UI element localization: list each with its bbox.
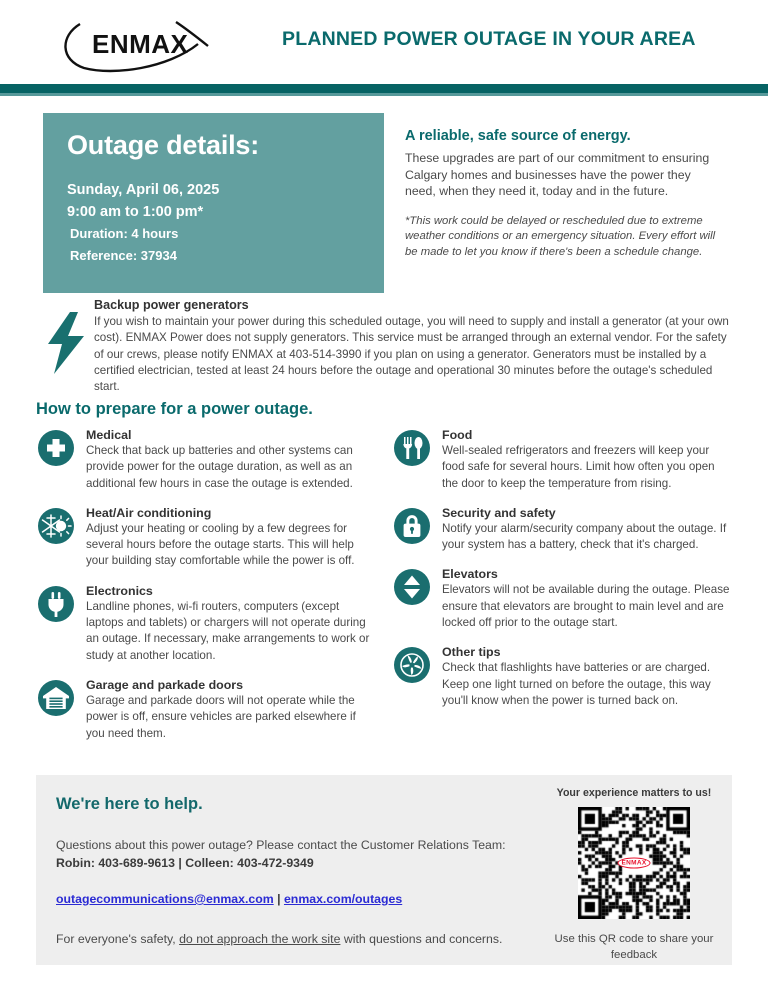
footer-question-line: Questions about this power outage? Please contact the Customer Relations Team: <box>56 838 506 852</box>
tip-title: Medical <box>86 428 132 442</box>
tip-item <box>36 506 376 570</box>
elevator-arrows-icon <box>394 569 430 605</box>
power-plug-icon <box>38 586 74 622</box>
tip-item <box>392 506 732 554</box>
tip-title: Security and safety <box>442 505 556 520</box>
prepare-heading: How to prepare for a power outage. <box>36 400 313 418</box>
generators-body: If you wish to maintain your power during this scheduled outage, you will need to supply and install a generator (at your own cost). ENMAX Power does not supply generators. This service must be arranged through an external vendor. For the safety of our crews, please notify ENMAX at 403-514-3990 if you plan on using a generator. Generators must be installed by a certified electrician, tested at least 24 hours before the outage and operational 30 minutes before the outage's scheduled start. <box>94 315 729 394</box>
svg-text:ENMAX: ENMAX <box>92 29 189 59</box>
tip-body-text: Check that flashlights have batteries or are charged. Keep one light turned on before the outage, this way you'll know when the power is turned back on. <box>442 661 711 707</box>
qr-caption: Use this QR code to share your feedback <box>554 933 714 961</box>
tip-title: Elevators <box>442 567 498 582</box>
header-rule-dark <box>0 84 768 93</box>
tip-body-text: Adjust your heating or cooling by a few degrees for several hours before the outage starts. This will help your building stay comfortable while the power is off. <box>86 521 355 568</box>
tip-item <box>36 428 376 492</box>
tips-column-right <box>392 428 732 723</box>
lightning-bolt-icon <box>40 310 92 376</box>
footer-contacts: Robin: 403-689-9613 | Colleen: 403-472-9349 <box>56 856 314 870</box>
qr-title: Your experience matters to us! <box>556 787 712 799</box>
safety-suffix: with questions and concerns. <box>340 932 503 946</box>
generators-heading: Backup power generators <box>94 298 249 312</box>
tip-body-text: Check that back up batteries and other systems can provide power for the outage duration, as well as an additional few hours in case the outage is extended. <box>86 444 353 490</box>
tip-item <box>392 428 732 492</box>
footer-links <box>56 892 526 906</box>
medical-cross-icon <box>38 430 74 466</box>
snowflake-sun-icon <box>38 508 74 544</box>
tip-item <box>36 584 376 664</box>
tip-body-text: Well-sealed refrigerators and freezers will keep your food safe for several hours. Limit how often you open the door to keep the temperature from rising. <box>442 444 715 490</box>
tip-item <box>36 678 376 742</box>
intro-disclaimer: *This work could be delayed or rescheduled due to extreme weather conditions or an emergency situation. Every effort will be made to let you know if there's been a schedule change. <box>405 214 716 258</box>
outage-time: 9:00 am to 1:00 pm* <box>67 203 204 220</box>
outage-duration: Duration: 4 hours <box>70 225 179 241</box>
help-footer <box>36 775 732 965</box>
intro-body: These upgrades are part of our commitment to ensuring Calgary homes and businesses have the power they need, when they need it, today and in the future. <box>405 151 710 198</box>
tip-body-text: Elevators will not be available during the outage. Please ensure that elevators are brought to main level and are locked off prior to the outage start. <box>442 583 730 630</box>
enmax-logo <box>58 16 218 74</box>
footer-contact-block <box>56 795 526 946</box>
tip-title: Other tips <box>442 645 501 660</box>
footer-qr-block <box>546 787 722 963</box>
page-title: PLANNED POWER OUTAGE IN YOUR AREA <box>282 28 696 50</box>
outage-date: Sunday, April 06, 2025 <box>67 181 220 198</box>
outage-details-box <box>43 113 384 293</box>
safety-underlined-text: do not approach the work site <box>179 932 341 946</box>
fan-pinwheel-icon <box>394 647 430 683</box>
email-link[interactable]: outagecommunications@enmax.com <box>56 892 274 906</box>
tip-body-text: Notify your alarm/security company about the outage. If your system has a battery, check that it's charged. <box>442 521 727 552</box>
tips-column-left <box>36 428 376 756</box>
tip-item <box>392 567 732 631</box>
qr-code[interactable] <box>578 807 690 919</box>
outage-reference: Reference: 37934 <box>70 247 177 263</box>
tip-item <box>392 645 732 709</box>
footer-heading: We're here to help. <box>56 795 203 813</box>
tip-title: Electronics <box>86 583 153 598</box>
tip-title: Heat/Air conditioning <box>86 505 212 520</box>
intro-section <box>405 128 720 260</box>
header-rule-light <box>0 93 768 96</box>
tip-body-text: Garage and parkade doors will not operate while the power is off, ensure vehicles are parked elsewhere if you need them. <box>86 693 356 740</box>
qr-logo: ENMAX <box>618 858 651 869</box>
website-link[interactable]: enmax.com/outages <box>283 892 403 906</box>
tip-body-text: Landline phones, wi-fi routers, computers (except laptops and tablets) or chargers will not operate during an outage. If necessary, make arrangements to work or study at another location. <box>86 599 370 662</box>
tip-title: Garage and parkade doors <box>86 677 244 692</box>
tip-title: Food <box>442 428 473 442</box>
fork-spoon-icon <box>394 430 430 466</box>
intro-heading: A reliable, safe source of energy. <box>405 128 631 144</box>
garage-door-icon <box>38 680 74 716</box>
page-header <box>0 0 768 84</box>
link-separator: | <box>277 892 281 906</box>
outage-details-title: Outage details: <box>67 130 260 160</box>
padlock-icon <box>394 508 430 544</box>
safety-notice <box>56 932 526 946</box>
backup-generators-section <box>36 298 736 395</box>
safety-prefix: For everyone's safety, <box>56 932 180 946</box>
